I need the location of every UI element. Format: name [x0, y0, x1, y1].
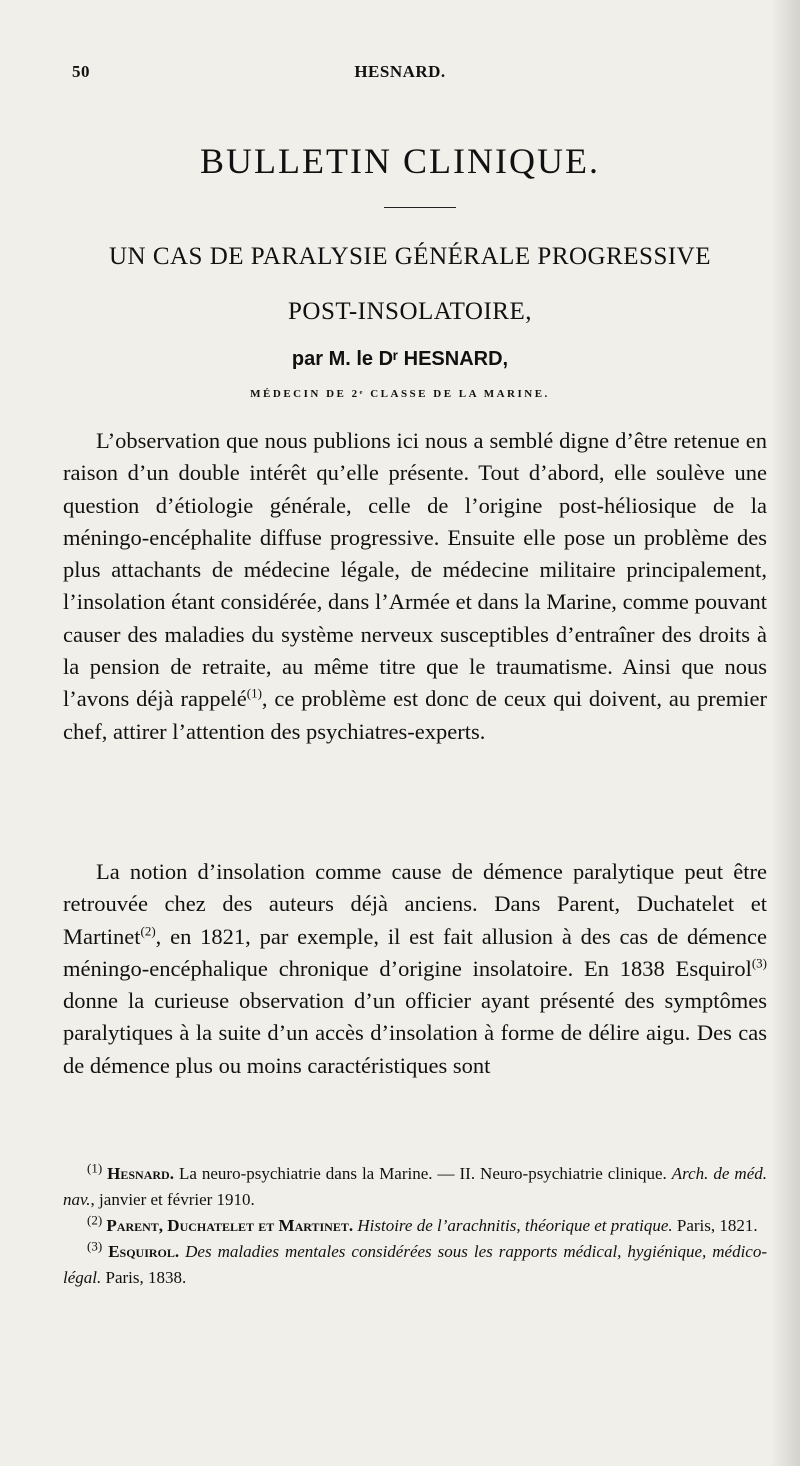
- article-title-line-2: POST-INSOLATOIRE,: [288, 298, 532, 325]
- paragraph-text: , ce problème est donc de ceux qui doivent, au premier chef, attirer l’attention des psychiatres-experts.: [63, 686, 767, 744]
- author-rank: MÉDECIN DE 2ᵉ CLASSE DE LA MARINE.: [250, 388, 550, 400]
- footnote-author: Parent, Duchatelet et Martinet.: [106, 1216, 354, 1235]
- running-head: HESNARD.: [354, 62, 446, 81]
- article-title-line-1: UN CAS DE PARALYSIE GÉNÉRALE PROGRESSIVE: [108, 243, 712, 270]
- page-edge-shadow: [770, 0, 800, 1466]
- paragraph-text: L’observation que nous publions ici nous a semblé digne d’être retenue en raison d’un double intérêt qu’elle présente. Tout d’abord, elle soulève une question d’étiologie générale, celle de l’origine post-héliosique de la méningo-encéphalite diffuse progressive. Ensuite elle pose un problème des plus attachants de médecine légale, de médecine militaire principalement, l’insolation étant considérée, dans l’Armée et dans la Marine, comme pouvant causer des maladies du système nerveux susceptibles d’entraîner des droits à la pension de retraite, au même titre que le traumatisme. Ainsi que nous l’avons déjà rappelé: [63, 428, 767, 712]
- footnote-reference: (3): [751, 955, 767, 971]
- section-title: BULLETIN CLINIQUE.: [200, 141, 600, 181]
- footnote-text: La neuro-psychiatrie dans la Marine. — II. Neuro-psychiatrie clinique.: [173, 1164, 672, 1183]
- footnote-1: [63, 1161, 767, 1213]
- author-byline: par M. le Dʳ HESNARD,: [291, 348, 509, 370]
- footnote-source: Arch. de méd. nav.: [63, 1164, 767, 1209]
- page-header: [72, 62, 728, 92]
- footnote-marker: (1): [87, 1160, 103, 1176]
- footnote-author: Hesnard.: [107, 1164, 174, 1183]
- body-paragraph-2: [63, 856, 767, 1082]
- title-divider: [384, 207, 456, 208]
- paragraph-text: donne la curieuse observation d’un officier ayant présenté des symptômes paralytiques à la suite d’un accès d’insolation à forme de délire aigu. Des cas de démence plus ou moins caractéristiques sont: [63, 988, 767, 1078]
- footnote-3: [63, 1239, 767, 1291]
- footnote-2: [63, 1213, 767, 1239]
- body-paragraph-1: [63, 425, 767, 748]
- footnotes: [63, 1161, 767, 1291]
- footnote-marker: (3): [87, 1238, 103, 1254]
- paragraph-text: La notion d’insolation comme cause de démence paralytique peut être retrouvée chez des auteurs déjà anciens. Dans Parent, Duchatelet et Martinet: [63, 859, 767, 949]
- footnote-source: Histoire de l’arachnitis, théorique et pratique.: [357, 1216, 673, 1235]
- footnote-text: Paris, 1838.: [101, 1268, 187, 1287]
- page-number: 50: [72, 62, 90, 81]
- footnote-text: Paris, 1821.: [672, 1216, 758, 1235]
- paragraph-text: , en 1821, par exemple, il est fait allusion à des cas de démence méningo-encéphalique chronique d’origine insolatoire. En 1838 Esquirol: [63, 923, 767, 981]
- footnote-text: , janvier et février 1910.: [90, 1190, 255, 1209]
- footnote-source: Des maladies mentales considérées sous les rapports médical, hygiénique, médico-légal.: [63, 1242, 768, 1287]
- footnote-author: Esquirol.: [108, 1242, 180, 1261]
- footnote-marker: (2): [87, 1212, 103, 1228]
- footnote-reference: (2): [140, 923, 156, 939]
- footnote-reference: (1): [246, 685, 262, 701]
